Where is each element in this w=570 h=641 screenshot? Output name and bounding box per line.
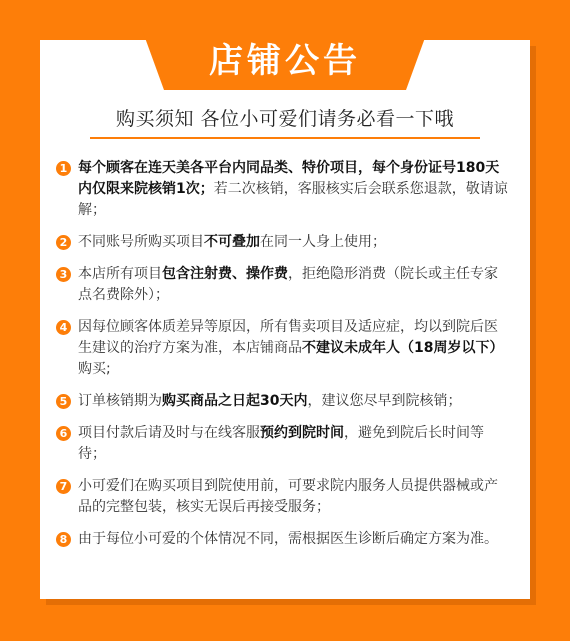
number-7-circle-icon: 7 [56,479,71,494]
number-4-circle-icon: 4 [56,320,71,335]
notice-text: 不同账号所购买项目 [78,234,204,250]
notice-text: 因每位顾客体质差异等原因，所有售卖项目及适应症，均以到院后医生建议的治疗方案为准，本店铺商品 [78,319,498,356]
notice-highlight-text: 预约到院时间 [260,425,344,441]
banner-title: 店铺公告 [209,40,361,81]
notice-highlight-text: 包含注射费、操作费 [162,266,288,282]
number-1-circle-icon: 1 [56,161,71,176]
notice-highlight-text: 不建议未成年人（18周岁以下） [302,340,504,356]
notice-text: ，建议您尽早到院核销； [307,393,462,409]
notice-item [54,529,510,550]
notice-highlight-text: 购买商品之日起30天内 [162,393,308,409]
notice-text: 购买; [78,361,111,377]
notice-text: 小可爱们在购买项目到院使用前，可要求院内服务人员提供器械或产品的完整包装，核实无误后再接受服务； [78,478,498,515]
notice-highlight-text: 不可叠加 [204,234,260,250]
number-2-circle-icon: 2 [56,235,71,250]
notice-text: 由于每位小可爱的个体情况不同，需根据医生诊断后确定方案为准。 [78,531,498,547]
notice-text: ，避免到院后长时间等待； [78,425,484,462]
notice-item [54,317,510,380]
number-3-circle-icon: 3 [56,267,71,282]
notice-item [54,391,510,412]
notice-subtitle: 购买须知 各位小可爱们请务必看一下哦 [115,108,455,130]
notice-item [54,423,510,465]
notice-text: 本店所有项目 [78,266,162,282]
notice-item [54,476,510,518]
notice-text: 在同一人身上使用； [260,234,386,250]
number-6-circle-icon: 6 [56,426,71,441]
notice-banner [140,24,430,90]
number-5-circle-icon: 5 [56,394,71,409]
notice-item [54,232,510,253]
notice-text: 订单核销期为 [78,393,162,409]
notice-text: 项目付款后请及时与在线客服 [78,425,260,441]
number-8-circle-icon: 8 [56,532,71,547]
notice-item [54,264,510,306]
subtitle-divider [90,137,480,139]
notice-list [54,158,510,561]
notice-item [54,158,510,221]
notice-text: 若二次核销，客服核实后会联系您退款，敬请谅解； [78,181,508,218]
notice-highlight-text: 每个顾客在连天美各平台内同品类、特价项目，每个身份证号180天内仅限来院核销1次； [78,160,500,197]
notice-text: ，拒绝隐形消费（院长或主任专家点名费除外）； [78,266,498,303]
